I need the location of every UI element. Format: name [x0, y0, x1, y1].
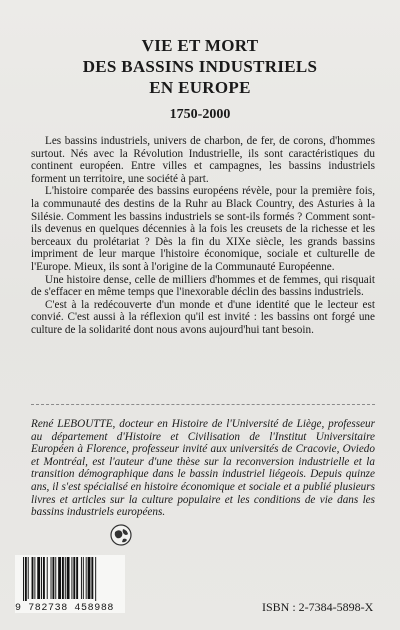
barcode-bar	[62, 557, 64, 599]
blurb-paragraph: C'est à la redécouverte d'un monde et d'une identité que le lecteur est convié. C'est aussi à la réflexion qu'il est invité : les bassins ont forgé une culture de la solidarité dont nous avons aujourd'hui tant besoin.	[31, 298, 375, 336]
barcode-bar	[23, 557, 24, 601]
blurb-paragraph: Une histoire dense, celle de milliers d'hommes et de femmes, qui risquait de s'effacer en même temps que l'inexorable déclin des bassins industriels.	[31, 273, 375, 299]
barcode-bar	[95, 557, 96, 601]
title-line-3: EN EUROPE	[149, 78, 251, 97]
barcode-bar	[51, 557, 52, 599]
barcode-bar	[58, 557, 61, 599]
barcode-bar	[47, 557, 48, 599]
barcode-bar	[83, 557, 84, 599]
blurb	[31, 135, 375, 337]
barcode-bar	[37, 557, 40, 599]
blurb-paragraph: L'histoire comparée des bassins européens révèle, pour la première fois, la communauté des destins de la Ruhr au Black Country, des Asturies à la Silésie. Comment les bassins industriels se sont-ils formés ? Comment sont-ils devenus en quelques décennies à la fois les creusets de la richesse et les berceaux du prolétariat ? Dès la fin du XIXe siècle, les grands bassins impriment de leur marque l'histoire économique, sociale et culturelle de l'Europe. Mieux, ils sont à l'origine de la Communauté Européenne.	[31, 185, 375, 273]
barcode-bar	[73, 557, 75, 599]
title-line-2: DES BASSINS INDUSTRIELS	[82, 57, 318, 76]
barcode-number: 9 782738 458988	[15, 603, 115, 614]
barcode-bar	[55, 557, 56, 599]
barcode-bar	[65, 557, 66, 599]
barcode-bar	[41, 557, 42, 599]
barcode-bar	[67, 557, 70, 599]
barcode-bar	[25, 557, 27, 601]
barcode-bar	[28, 557, 29, 599]
barcode-bar	[81, 557, 82, 599]
separator-rule	[31, 404, 375, 405]
barcode-bar	[52, 557, 54, 599]
blurb-paragraph: Les bassins industriels, univers de charbon, de fer, de corons, d'hommes surtout. Nés avec la Révolution Industrielle, ils sont caractéristiques du continent européen. Entre villes et campagnes, les bassins industriels forment un territoire, une société à part.	[31, 135, 375, 185]
barcode-bars	[15, 555, 125, 601]
title-years: 1750-2000	[169, 107, 231, 122]
barcode-bar	[86, 557, 87, 599]
barcode-bar	[34, 557, 35, 599]
barcode-bar	[71, 557, 72, 599]
title-line-1: VIE ET MORT	[141, 36, 259, 55]
isbn: ISBN : 2-7384-5898-X	[262, 600, 374, 614]
globe-logo-icon	[110, 524, 132, 546]
barcode-bar	[43, 557, 45, 599]
barcode-bar	[32, 557, 34, 599]
barcode-bar	[88, 557, 91, 599]
barcode-bar	[76, 557, 78, 599]
author-bio: René LEBOUTTE, docteur en Histoire de l'Université de Liège, professeur au département d'Histoire et Civilisation de l'Institut Universitaire Européen à Florence, professeur invité aux universités de Cracovie, Oviedo et Montréal, est l'auteur d'une thèse sur la reconversion industrielle et la transition démographique dans le bassin industriel liégeois. Depuis quinze ans, il s'est spécialisé en histoire économique et sociale et a publié plusieurs livres et articles sur la culture populaire et les conditions de vie dans les bassins industriels européens.	[31, 418, 375, 519]
barcode-bar	[91, 557, 93, 599]
